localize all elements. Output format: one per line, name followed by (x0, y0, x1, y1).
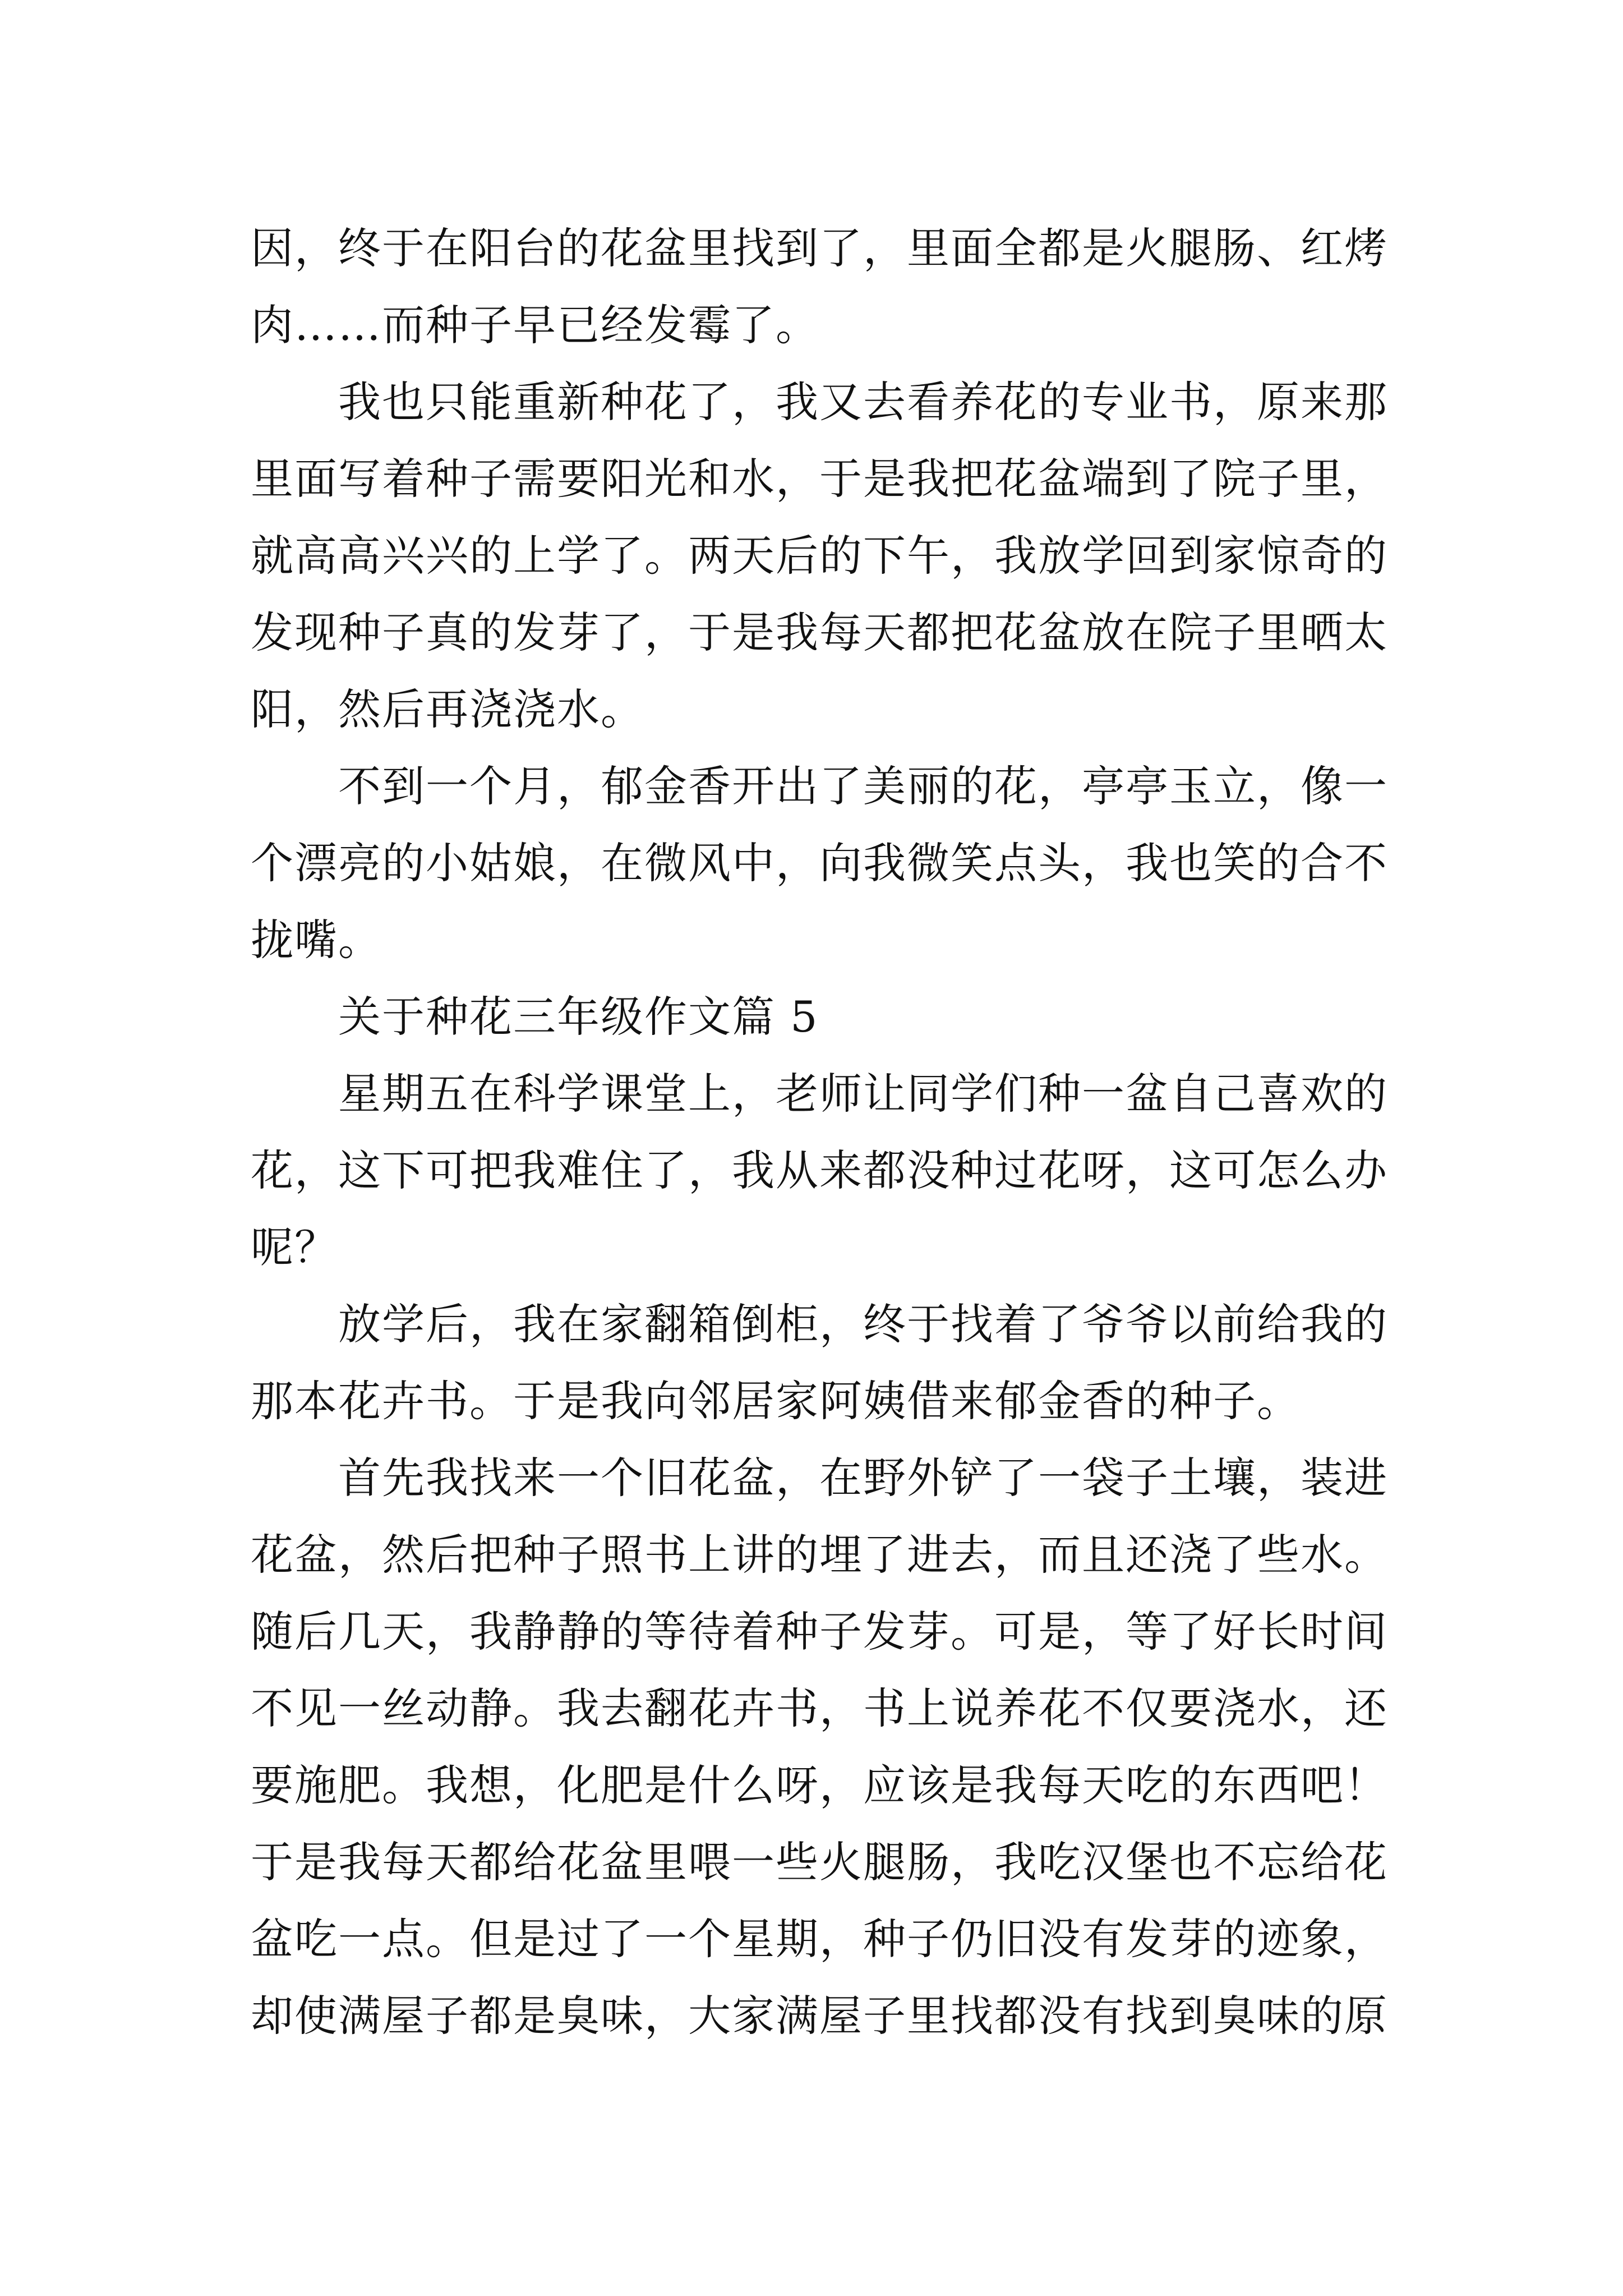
text-line: 于是我每天都给花盆里喂一些火腿肠，我吃汉堡也不忘给花 (251, 1837, 1388, 1887)
text-line: 肉……而种子早已经发霉了。 (251, 300, 819, 350)
text-line: 因，终于在阳台的花盆里找到了，里面全都是火腿肠、红烤 (251, 223, 1388, 273)
text-line: 就高高兴兴的上学了。两天后的下午，我放学回到家惊奇的 (251, 531, 1388, 581)
paragraph (251, 210, 1388, 364)
text-line: 首先我找来一个旧花盆，在野外铲了一袋子土壤，装进 (338, 1453, 1388, 1503)
text-line: 个漂亮的小姑娘，在微风中，向我微笑点头，我也笑的合不 (251, 838, 1388, 888)
paragraph (251, 1055, 1388, 1286)
text-line: 放学后，我在家翻箱倒柜，终于找着了爷爷以前给我的 (338, 1299, 1388, 1349)
text-line: 要施肥。我想，化肥是什么呀，应该是我每天吃的东西吧！ (251, 1760, 1388, 1810)
text-line: 阳，然后再浇浇水。 (251, 684, 644, 734)
paragraph (251, 1286, 1388, 1439)
text-line: 花盆，然后把种子照书上讲的埋了进去，而且还浇了些水。 (251, 1530, 1388, 1580)
text-line: 花，这下可把我难住了，我从来都没种过花呀，这可怎么办 (251, 1145, 1388, 1195)
text-line: 里面写着种子需要阳光和水，于是我把花盆端到了院子里， (251, 454, 1388, 504)
document-body (251, 210, 1388, 2054)
section-heading-text: 关于种花三年级作文篇 5 (338, 992, 819, 1042)
paragraph (251, 748, 1388, 978)
text-line: 我也只能重新种花了，我又去看养花的专业书，原来那 (338, 377, 1388, 427)
text-line: 不见一丝动静。我去翻花卉书，书上说养花不仅要浇水，还 (251, 1683, 1388, 1733)
text-line: 不到一个月，郁金香开出了美丽的花，亭亭玉立，像一 (338, 761, 1388, 811)
text-line: 随后几天，我静静的等待着种子发芽。可是，等了好长时间 (251, 1607, 1388, 1657)
text-line: 星期五在科学课堂上，老师让同学们种一盆自己喜欢的 (338, 1069, 1388, 1119)
text-line: 却使满屋子都是臭味，大家满屋子里找都没有找到臭味的原 (251, 1991, 1388, 2041)
text-line: 呢？ (251, 1222, 338, 1272)
paragraph (251, 364, 1388, 748)
text-line: 盆吃一点。但是过了一个星期，种子仍旧没有发芽的迹象， (251, 1914, 1388, 1964)
text-line: 发现种子真的发芽了，于是我每天都把花盆放在院子里晒太 (251, 608, 1388, 657)
text-line: 拢嘴。 (251, 915, 382, 965)
paragraph (251, 1439, 1388, 2054)
section-heading (251, 978, 1388, 1055)
text-line: 那本花卉书。于是我向邻居家阿姨借来郁金香的种子。 (251, 1376, 1301, 1426)
